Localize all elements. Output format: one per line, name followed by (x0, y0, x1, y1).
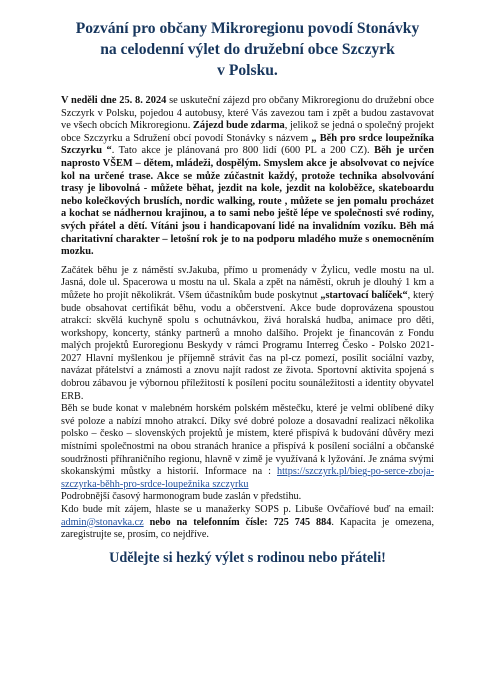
project-name: „ Běh pro srdce loupežníka Szczyrku “ (61, 132, 435, 157)
details-text-2: , který bude obsahovat certifikát běhu, vodu a občerstvení. Akce bude doprovázena spoustou atrakcí: skvělá kuchyně spolu s ochutnávkou, živá horalská hudba, animace pro děti, workshopy, koncerty, stánky partnerů a mnoho dalšího. Projekt je financován z Fondu malých projektů Euroregionu Beskydy v rámci Programu Interreg Česko - Polsko 2021-2027 Hlavní myšlenkou je příjemně strávit čas na pl-cz pomezí, posílit sociální vazby, navázat přátelství a známosti a znovu najít radost ze života. Sportovní aktivita spojená s dobrou zábavou je výbornou příležitostí k posílení pocitu sounáležitosti a identity obyvatel ERB. (61, 289, 434, 402)
details-paragraph (61, 265, 434, 404)
intro-text-1: se uskuteční zájezd pro občany Mikroregionu do družební obce Szczyrk v Polsku, pojedou 4 autobusy, které Vás zavezou tam i zpět a budou zastavovat ve všech obcích Mikroregionu. (61, 95, 434, 132)
event-date: V neděli dne 25. 8. 2024 (61, 95, 167, 106)
town-text: Běh se bude konat v malebném horském polském městečku, které je velmi oblíbené díky své poloze a nabízí mnoho atrakcí. Díky své dobré poloze a dosavadní realizaci několika polsko – česko – slovenských projektů je místem, které přispívá k budování důvěry mezi místními společnostmi na obou stranách hranice a přispívá k posílení sociální a občanské soudržnosti příhraničního regionu, hlavně v zimě je využívaná k lyžování. Je známa svými skokanskými můstky a historií. Informace na : (61, 403, 434, 478)
closing-line: Udělejte si hezký výlet s rodinou nebo přáteli! (109, 549, 386, 566)
intro-highlight: Běh je určen naprosto VŠEM – dětem, mládeži, dospělým. Smyslem akce je absolvovat co nejvíce kol na určené trase. Akce se může zúčastnit každý, protože technika absolvování trasy je libovolná - můžete běhat, jezdit na kole, jezdit na koloběžce, skateboardu nebo kolečkových bruslích, nordic walking, route , můžete se jen pomalu procházet a kochat se nádhernou krajinou, a to sami nebo ještě lépe ve společnosti své rodiny, svých přátel a dětí. Vítáni jsou i handicapovaní lidé na invalidním vozíku. Běh má charitativní charakter – letošní rok je to na podporu mladého muže s onemocněním mozku. (61, 145, 434, 258)
page-title (61, 18, 434, 81)
contact-paragraph (61, 504, 434, 542)
contact-text: Kdo bude mít zájem, hlaste se u manažerky SOPS p. Libuše Ovčaříové buď (61, 504, 395, 515)
free-note: Zájezd bude zdarma (192, 120, 285, 132)
email-link[interactable]: admin@stonavka.cz (61, 516, 144, 528)
title-line-3: v Polsku. (217, 62, 278, 79)
info-link[interactable]: https://szczyrk.pl/bieg-po-serce-zboja-szczyrka-běhh-pro-srdce-loupežnika szczyrku (61, 466, 434, 490)
phone-number: nebo na telefonním čísle: 725 745 884 (143, 516, 332, 528)
title-line-1: Pozvání pro občany Mikroregionu povodí Stonávky (75, 20, 420, 37)
intro-paragraph (61, 95, 434, 259)
title-line-2: na celodenní výlet do družební obce Szczyrk (100, 41, 395, 58)
intro-text-3: . Tato akce je plánovaná pro 800 lidí (600 PL a 200 CZ). (111, 145, 375, 157)
schedule-note: Podrobnější časový harmonogram bude zaslán v předstihu. (61, 491, 302, 503)
email-label: na email: (394, 504, 435, 515)
capacity-note: . Kapacita je omezena, zaregistrujte se, prosím, co nejdříve. (61, 516, 435, 541)
start-package: „startovací balíček“ (320, 289, 408, 301)
intro-text-2: , jelikož se jedná o společný projekt obce Szczyrku a Sdružení obcí povodí Stonávky s názvem (61, 120, 434, 144)
town-paragraph (61, 403, 434, 491)
details-text-1: Začátek běhu je z náměstí sv.Jakuba, přímo u promenády v Żylicu, vedle mostu na ul. Jasná, dole ul. Spacerowa u mostu na ul. Skala a zpět na náměstí, okruh je dlouhý 1 km a můžete ho projít několikrát. Všem účastníkům bude poskytnut (61, 264, 434, 301)
